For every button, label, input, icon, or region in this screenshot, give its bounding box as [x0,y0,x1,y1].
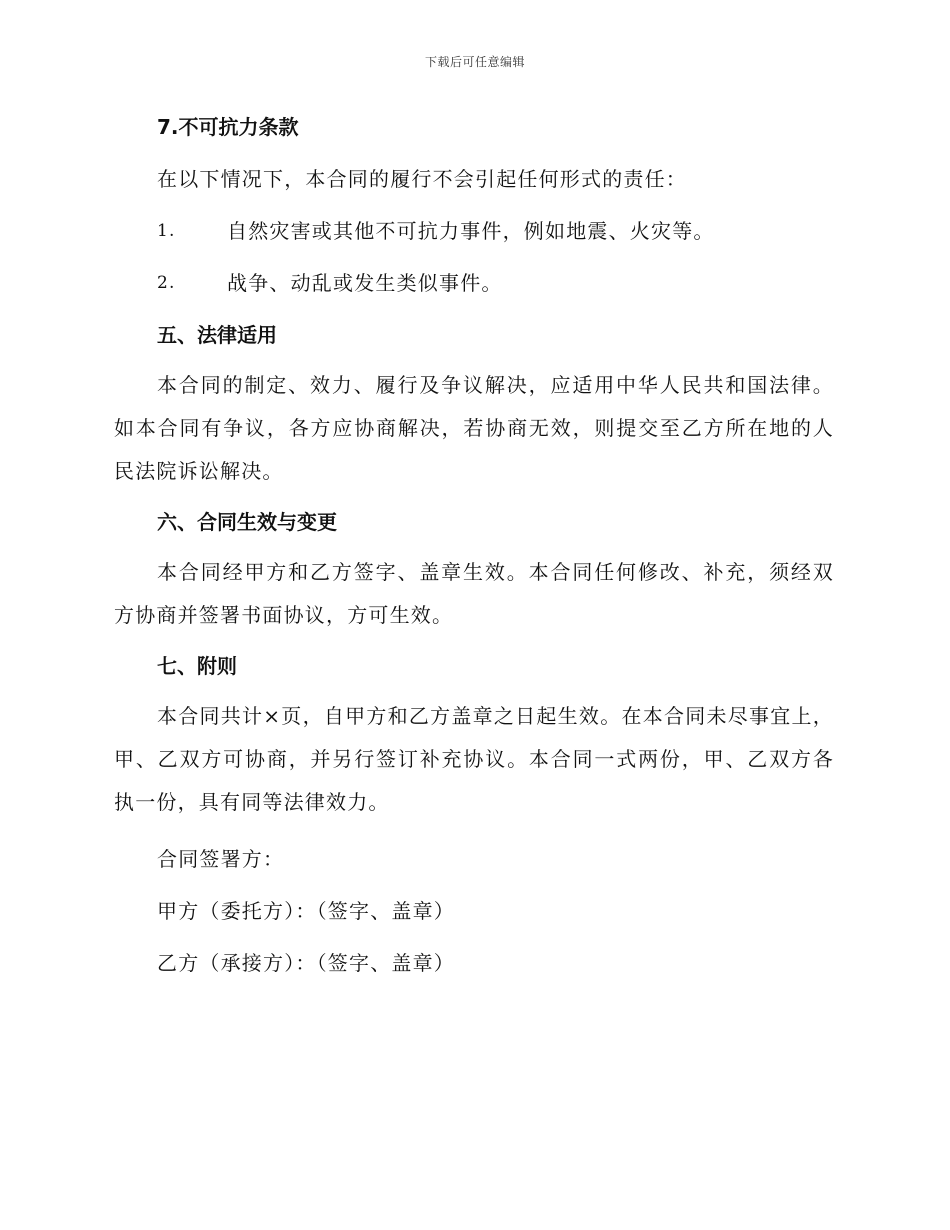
list-item-number: 2. [157,273,176,293]
party-a-signature-line: 甲方（委托方）：（签字、盖章） [157,899,455,923]
applicable-law-paragraph: 本合同的制定、效力、履行及争议解决，应适用中华人民共和国法律。如本合同有争议，各方应协商解决，若协商无效，则提交至乙方所在地的人民法院诉讼解决。 [114,373,834,483]
section-heading-supplementary: 七、附则 [157,654,237,678]
list-item [157,216,834,246]
force-majeure-intro: 在以下情况下，本合同的履行不会引起任何形式的责任： [157,167,687,191]
supplementary-paragraph: 本合同共计×页，自甲方和乙方盖章之日起生效。在本合同未尽事宜上，甲、乙双方可协商，并另行签订补充协议。本合同一式两份，甲、乙双方各执一份，具有同等法律效力。 [114,704,834,814]
section-heading-force-majeure: 7.不可抗力条款 [157,115,299,139]
section-heading-effect-change: 六、合同生效与变更 [157,510,337,534]
effect-change-paragraph: 本合同经甲方和乙方签字、盖章生效。本合同任何修改、补充，须经双方协商并签署书面协议，方可生效。 [114,560,834,627]
document-body [114,112,834,978]
list-item-text: 战争、动乱或发生类似事件。 [227,271,503,295]
section-heading-applicable-law: 五、法律适用 [157,323,277,347]
party-b-signature-line: 乙方（承接方）：（签字、盖章） [157,951,455,975]
signatories-label: 合同签署方： [157,847,285,871]
list-item [157,268,834,298]
list-item-number: 1. [157,221,176,241]
list-item-text: 自然灾害或其他不可抗力事件，例如地震、火灾等。 [227,219,715,243]
header-note: 下载后可任意编辑 [424,55,525,69]
